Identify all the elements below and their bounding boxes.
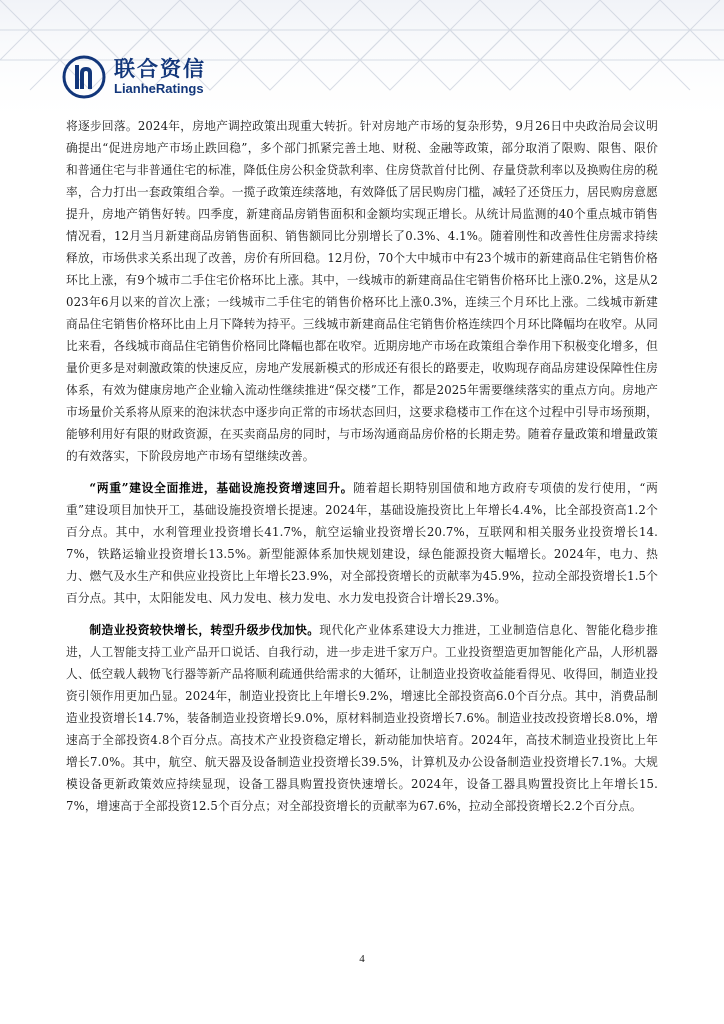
document-body xyxy=(66,115,658,817)
lianhe-logo-icon xyxy=(62,55,106,99)
paragraph-lead: 制造业投资较快增长，转型升级步伐加快。 xyxy=(89,623,320,637)
logo-english-name: LianheRatings xyxy=(114,81,204,96)
paragraph-text: 将逐步回落。2024年，房地产调控政策出现重大转折。针对房地产市场的复杂形势，9月26日中央政治局会议明确提出“促进房地产市场止跌回稳”，多个部门抓紧完善土地、财税、金融等政策，部分取消了限购、限售、限价和普通住宅与非普通住宅的标准，降低住房公积金贷款利率、住房贷款首付比例、存量贷款利率以及换购住房的税率，合力打出一套政策组合拳。一揽子政策连续落地，有效降低了居民购房门槛，减轻了还贷压力，居民购房意愿提升，房地产销售好转。四季度，新建商品房销售面积和金额均实现正增长。从统计局监测的40个重点城市销售情况看，12月当月新建商品房销售面积、销售额同比分别增长了0.3%、4.1%。随着刚性和改善性住房需求持续释放，市场供求关系出现了改善，房价有所回稳。12月份，70个大中城市中有23个城市的新建商品住宅销售价格环比上涨，有9个城市二手住宅价格环比上涨。其中，一线城市的新建商品住宅销售价格环比上涨0.2%，这是从2023年6月以来的首次上涨；一线城市二手住宅的销售价格环比上涨0.3%，连续三个月环比上涨。二线城市新建商品住宅销售价格环比由上月下降转为持平。三线城市新建商品住宅销售价格连续四个月环比降幅均在收窄。从同比来看，各线城市商品住宅销售价格同比降幅也都在收窄。近期房地产市场在政策组合拳作用下积极变化增多，但量价更多是对刺激政策的快速反应，房地产发展新模式的形成还有很长的路要走，收购现存商品房建设保障性住房体系，有效为健康房地产企业输入流动性继续推进“保交楼”工作，都是2025年需要继续落实的重点方向。房地产市场量价关系将从原来的泡沫状态中逐步向正常的市场状态回归，这要求稳楼市工作在这个过程中引导市场预期，能够利用好有限的财政资源，在买卖商品房的同时，与市场沟通商品房价格的长期走势。随着存量政策和增量政策的有效落实，下阶段房地产市场有望继续改善。 xyxy=(66,119,658,463)
page-number: 4 xyxy=(359,953,365,965)
paragraph-real-estate xyxy=(66,115,658,467)
paragraph-text: 现代化产业体系建设大力推进，工业制造信息化、智能化稳步推进，人工智能支持工业产品开口说话、自我行动，进一步走进千家万户。工业投资塑造更加智能化产品，人形机器人、低空载人载物飞行器等新产品将顺利疏通供给需求的大循环，让制造业投资收益能看得见、收得回，制造业投资引领作用更加凸显。2024年，制造业投资比上年增长9.2%，增速比全部投资高6.0个百分点。其中，消费品制造业投资增长14.7%，装备制造业投资增长9.0%，原材料制造业投资增长7.6%。制造业技改投资增长8.0%，增速高于全部投资4.8个百分点。高技术产业投资稳定增长，新动能加快培育。2024年，高技术制造业投资比上年增长7.0%。其中，航空、航天器及设备制造业投资增长39.5%，计算机及办公设备制造业投资增长7.1%。大规模设备更新政策效应持续显现，设备工器具购置投资快速增长。2024年，设备工器具购置投资比上年增长15.7%，增速高于全部投资12.5个百分点；对全部投资增长的贡献率为67.6%，拉动全部投资增长2.2个百分点。 xyxy=(66,623,658,813)
paragraph-text: 随着超长期特别国债和地方政府专项债的发行使用，“两重”建设项目加快开工，基础设施投资增长提速。2024年，基础设施投资比上年增长4.4%，比全部投资高1.2个百分点。其中，水利管理业投资增长41.7%，航空运输业投资增长20.7%，互联网和相关服务业投资增长14.7%，铁路运输业投资增长13.5%。新型能源体系加快规划建设，绿色能源投资大幅增长。2024年，电力、热力、燃气及水生产和供应业投资比上年增长23.9%，对全部投资增长的贡献率为45.9%，拉动全部投资增长1.5个百分点。其中，太阳能发电、风力发电、核力发电、水力发电投资合计增长29.3%。 xyxy=(66,481,658,605)
paragraph-infrastructure xyxy=(66,477,658,609)
logo-chinese-name: 联合资信 xyxy=(114,57,206,81)
company-logo xyxy=(62,54,206,100)
paragraph-lead: “两重”建设全面推进，基础设施投资增速回升。 xyxy=(89,481,354,495)
paragraph-manufacturing xyxy=(66,619,658,817)
